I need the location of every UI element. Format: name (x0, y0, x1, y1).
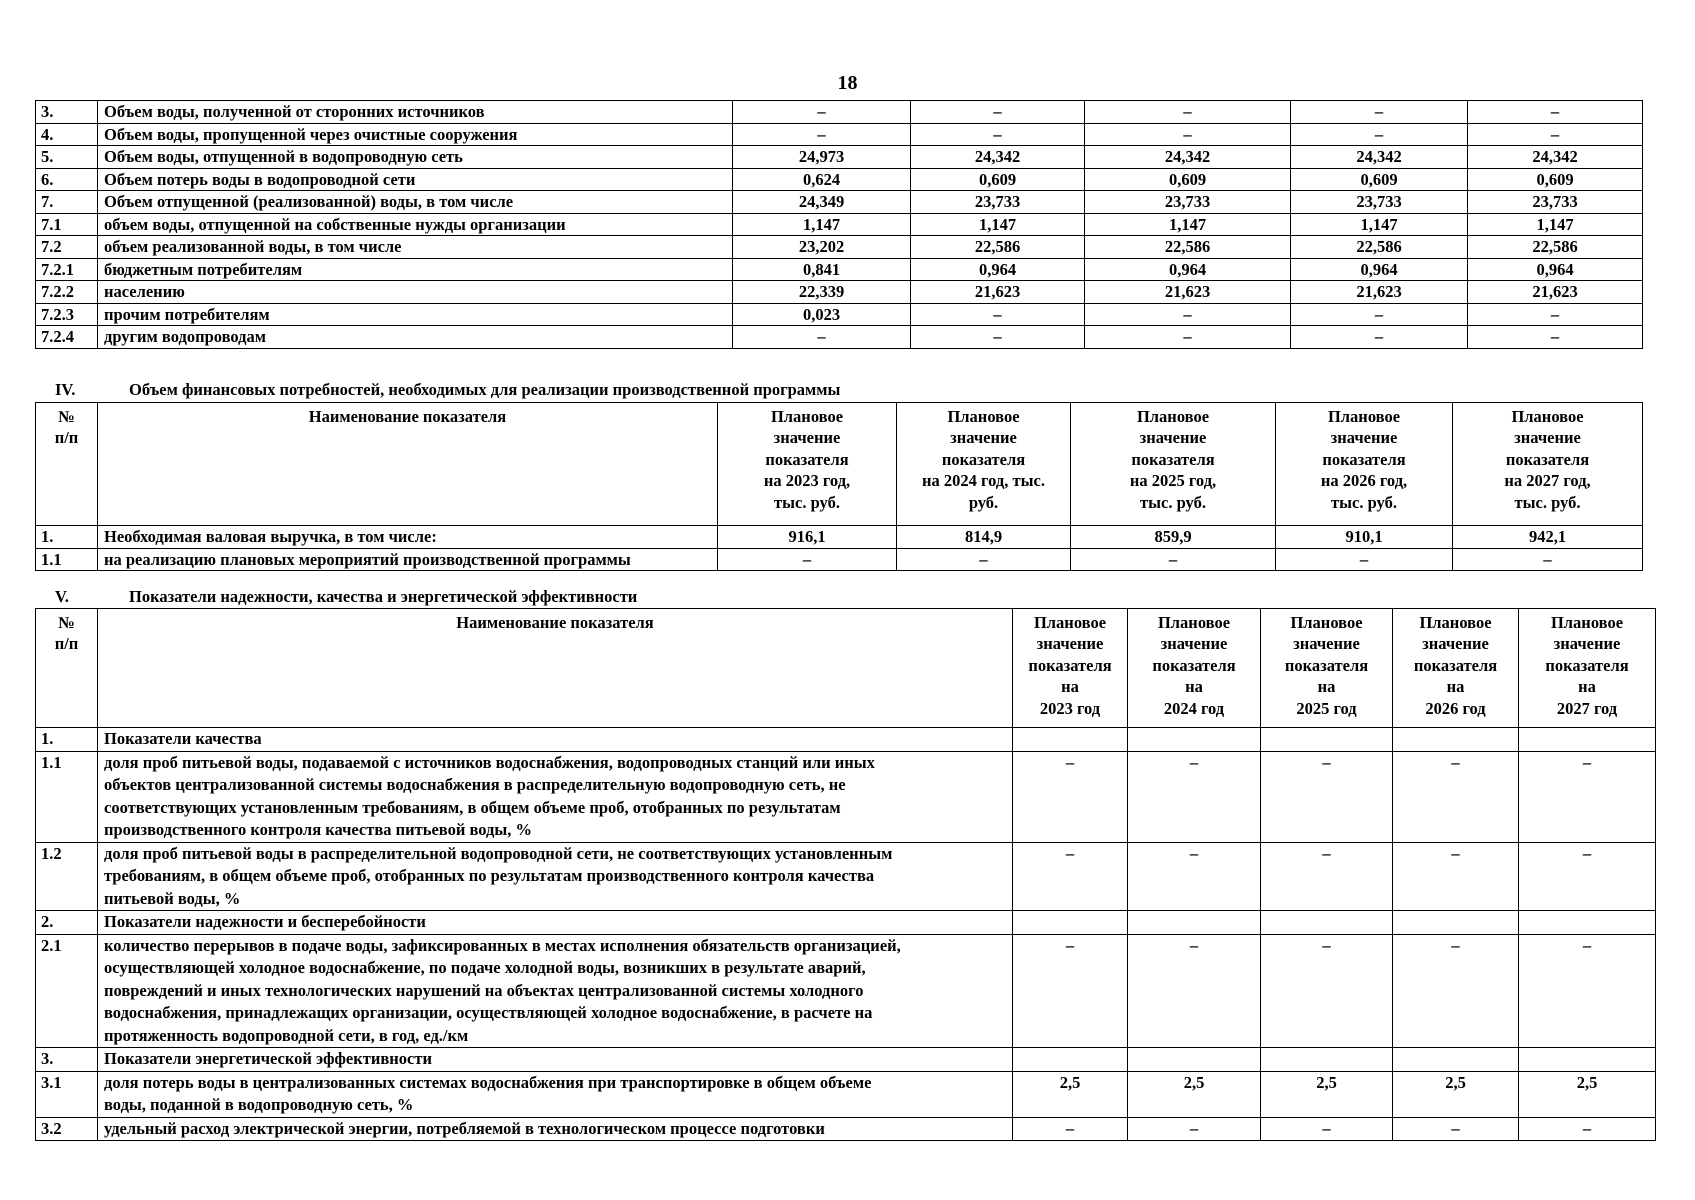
row-value: – (1276, 548, 1453, 571)
row-value: – (733, 326, 911, 349)
row-name (98, 1071, 1013, 1117)
row-value: 2,5 (1128, 1071, 1261, 1117)
row-name: объем реализованной воды, в том числе (98, 236, 733, 259)
row-number: 7.2.2 (36, 281, 98, 304)
row-value: – (1291, 101, 1468, 124)
row-value: 22,586 (1291, 236, 1468, 259)
row-number: 1.2 (36, 842, 98, 911)
row-value: – (1013, 1117, 1128, 1141)
row-value (1393, 728, 1519, 752)
row-value: 916,1 (718, 526, 897, 549)
header-col: Плановое значение показателя на 2023 год, тыс. руб. (718, 403, 897, 526)
table-row (36, 842, 1656, 911)
row-value: – (911, 101, 1085, 124)
row-number: 7.2 (36, 236, 98, 259)
row-name-line: требованиям, в общем объеме проб, отобранных по результатам производственного контроля качества (104, 866, 875, 885)
table-row (36, 751, 1656, 842)
table-row (36, 548, 1643, 571)
row-name-line: производственного контроля качества питьевой воды, % (104, 820, 533, 839)
row-name (98, 1048, 1013, 1072)
header-col: Плановое значение показателя на 2024 год (1128, 609, 1261, 728)
row-name: населению (98, 281, 733, 304)
row-value: – (1128, 934, 1261, 1048)
table-row (36, 1048, 1656, 1072)
row-value: 0,609 (911, 168, 1085, 191)
row-number: 5. (36, 146, 98, 169)
row-value: 23,733 (1468, 191, 1643, 214)
reliability-indicators-table (35, 608, 1656, 1141)
row-value: 24,973 (733, 146, 911, 169)
row-name-line: доля потерь воды в централизованных системах водоснабжения при транспортировке в общем объеме (104, 1072, 872, 1092)
row-value: 23,733 (911, 191, 1085, 214)
row-value: 0,964 (1291, 258, 1468, 281)
row-value: – (1261, 1117, 1393, 1141)
table-row (36, 213, 1643, 236)
header-num: № п/п (36, 609, 98, 728)
row-value: – (1013, 934, 1128, 1048)
row-value: – (1128, 842, 1261, 911)
row-value: 22,586 (1085, 236, 1291, 259)
row-number: 1. (36, 728, 98, 752)
row-value: – (1291, 303, 1468, 326)
row-value: – (1468, 123, 1643, 146)
row-name-line: доля проб питьевой воды в распределительной водопроводной сети, не соответствующих установленным (104, 843, 893, 863)
row-value: – (1085, 101, 1291, 124)
row-number: 7. (36, 191, 98, 214)
table-row (36, 1117, 1656, 1141)
row-value: 0,964 (1085, 258, 1291, 281)
row-name: объем воды, отпущенной на собственные нужды организации (98, 213, 733, 236)
row-name: Объем воды, пропущенной через очистные сооружения (98, 123, 733, 146)
header-name: Наименование показателя (98, 609, 1013, 728)
row-value: – (1393, 751, 1519, 842)
row-name: Объем воды, полученной от сторонних источников (98, 101, 733, 124)
row-value (1519, 911, 1656, 935)
row-number: 1. (36, 526, 98, 549)
row-name-line: осуществляющей холодное водоснабжение, по подаче холодной воды, возникших в результате аварий, (104, 958, 866, 977)
row-value (1393, 1048, 1519, 1072)
row-value: 910,1 (1276, 526, 1453, 549)
header-col: Плановое значение показателя на 2026 год (1393, 609, 1519, 728)
water-volume-table (35, 100, 1643, 349)
row-value: 0,624 (733, 168, 911, 191)
row-value (1393, 911, 1519, 935)
row-value: 1,147 (911, 213, 1085, 236)
row-value: 1,147 (733, 213, 911, 236)
row-value: 859,9 (1071, 526, 1276, 549)
header-col: Плановое значение показателя на 2027 год (1519, 609, 1656, 728)
row-number: 1.1 (36, 751, 98, 842)
section-5-title (55, 587, 637, 607)
row-value: – (1261, 934, 1393, 1048)
row-value (1013, 1048, 1128, 1072)
row-value: – (1468, 326, 1643, 349)
row-value: 2,5 (1013, 1071, 1128, 1117)
row-value: 1,147 (1085, 213, 1291, 236)
table-row (36, 168, 1643, 191)
row-value: – (1393, 842, 1519, 911)
row-value: 24,342 (911, 146, 1085, 169)
financial-needs-table (35, 402, 1643, 571)
row-value (1013, 911, 1128, 935)
row-value: – (1085, 123, 1291, 146)
row-value: – (1453, 548, 1643, 571)
row-value: – (1393, 1117, 1519, 1141)
row-name: прочим потребителям (98, 303, 733, 326)
header-num: № п/п (36, 403, 98, 526)
row-value: – (1085, 303, 1291, 326)
row-value: 0,023 (733, 303, 911, 326)
table-row (36, 303, 1643, 326)
row-number: 7.2.1 (36, 258, 98, 281)
header-col: Плановое значение показателя на 2024 год, тыс. руб. (897, 403, 1071, 526)
row-name-line: воды, поданной в водопроводную сеть, % (104, 1095, 414, 1114)
row-value: 0,609 (1085, 168, 1291, 191)
table-row (36, 526, 1643, 549)
row-name (98, 728, 1013, 752)
table-row (36, 281, 1643, 304)
row-name: другим водопроводам (98, 326, 733, 349)
row-name-line: Показатели энергетической эффективности (104, 1049, 432, 1068)
row-value: – (897, 548, 1071, 571)
row-value (1261, 728, 1393, 752)
table-row (36, 326, 1643, 349)
row-value: 1,147 (1468, 213, 1643, 236)
table-row (36, 191, 1643, 214)
row-value: – (911, 123, 1085, 146)
row-value: – (1519, 842, 1656, 911)
row-number: 3. (36, 1048, 98, 1072)
table-row (36, 911, 1656, 935)
row-value: 21,623 (1291, 281, 1468, 304)
row-value: – (733, 123, 911, 146)
row-value: – (1468, 303, 1643, 326)
row-name-line: водоснабжения, принадлежащих организации, осуществляющей холодное водоснабжение, в расчете на (104, 1003, 873, 1022)
table-row (36, 1071, 1656, 1117)
row-number: 7.2.4 (36, 326, 98, 349)
row-name-line: количество перерывов в подаче воды, зафиксированных в местах исполнения обязательств организацией, (104, 935, 901, 955)
header-col: Плановое значение показателя на 2023 год (1013, 609, 1128, 728)
row-number: 1.1 (36, 548, 98, 571)
header-col: Плановое значение показателя на 2025 год, тыс. руб. (1071, 403, 1276, 526)
row-name-line: Показатели качества (104, 729, 262, 748)
row-name: Объем воды, отпущенной в водопроводную сеть (98, 146, 733, 169)
row-name-line: Показатели надежности и бесперебойности (104, 912, 426, 931)
row-value: 23,733 (1085, 191, 1291, 214)
table-row (36, 146, 1643, 169)
row-name-line: доля проб питьевой воды, подаваемой с источников водоснабжения, водопроводных станций или иных (104, 752, 875, 772)
row-value: – (1519, 934, 1656, 1048)
row-value: 24,342 (1085, 146, 1291, 169)
row-value (1128, 911, 1261, 935)
row-value: 2,5 (1519, 1071, 1656, 1117)
row-value: – (1291, 123, 1468, 146)
row-number: 6. (36, 168, 98, 191)
row-value (1128, 728, 1261, 752)
table-row (36, 934, 1656, 1048)
row-name (98, 751, 1013, 842)
row-number: 7.1 (36, 213, 98, 236)
row-name-line: соответствующих установленным требованиям, в общем объеме проб, отобранных по результатам (104, 797, 841, 817)
row-value: 2,5 (1393, 1071, 1519, 1117)
row-value: 0,609 (1291, 168, 1468, 191)
row-number: 3.1 (36, 1071, 98, 1117)
row-value: – (718, 548, 897, 571)
row-value (1261, 911, 1393, 935)
table-row (36, 236, 1643, 259)
row-name-line: объектов централизованной системы водоснабжения в распределительную водопроводную сеть, не (104, 775, 846, 794)
row-value: – (1071, 548, 1276, 571)
section-4-numeral: IV. (55, 380, 76, 399)
page-number: 18 (837, 72, 858, 94)
row-value: 0,964 (911, 258, 1085, 281)
row-value: 24,342 (1468, 146, 1643, 169)
row-value: 1,147 (1291, 213, 1468, 236)
row-number: 3.2 (36, 1117, 98, 1141)
header-col: Плановое значение показателя на 2025 год (1261, 609, 1393, 728)
row-value: – (1291, 326, 1468, 349)
row-value: 0,841 (733, 258, 911, 281)
row-value: – (1013, 751, 1128, 842)
row-number: 7.2.3 (36, 303, 98, 326)
table-row (36, 728, 1656, 752)
row-name-line: удельный расход электрической энергии, потребляемой в технологическом процессе подготовки (104, 1118, 825, 1138)
row-value: 22,586 (1468, 236, 1643, 259)
section-5-numeral: V. (55, 587, 69, 606)
row-number: 4. (36, 123, 98, 146)
section-4-title (55, 380, 840, 400)
row-value: 942,1 (1453, 526, 1643, 549)
row-value: – (1519, 1117, 1656, 1141)
row-value: 21,623 (1468, 281, 1643, 304)
header-col: Плановое значение показателя на 2027 год, тыс. руб. (1453, 403, 1643, 526)
row-value: – (1468, 101, 1643, 124)
section-5-heading: Показатели надежности, качества и энергетической эффективности (129, 587, 638, 606)
table-row (36, 123, 1643, 146)
row-value: 2,5 (1261, 1071, 1393, 1117)
row-value: 23,202 (733, 236, 911, 259)
row-value: – (1393, 934, 1519, 1048)
row-value: – (1128, 751, 1261, 842)
header-name: Наименование показателя (98, 403, 718, 526)
row-value: – (733, 101, 911, 124)
section-4-heading: Объем финансовых потребностей, необходимых для реализации производственной программы (129, 380, 841, 399)
row-value: – (1013, 842, 1128, 911)
row-number: 2. (36, 911, 98, 935)
row-value: – (911, 303, 1085, 326)
row-value (1013, 728, 1128, 752)
row-name-line: питьевой воды, % (104, 888, 241, 908)
row-name: Объем потерь воды в водопроводной сети (98, 168, 733, 191)
row-value: 22,586 (911, 236, 1085, 259)
row-value (1261, 1048, 1393, 1072)
row-value: – (1519, 751, 1656, 842)
table-row (36, 101, 1643, 124)
reliability-header-row (36, 609, 1656, 728)
row-number: 3. (36, 101, 98, 124)
row-value: 24,342 (1291, 146, 1468, 169)
row-value (1519, 1048, 1656, 1072)
row-name: Необходимая валовая выручка, в том числе: (98, 526, 718, 549)
table-row (36, 258, 1643, 281)
row-value: 21,623 (1085, 281, 1291, 304)
row-value (1128, 1048, 1261, 1072)
header-col: Плановое значение показателя на 2026 год, тыс. руб. (1276, 403, 1453, 526)
row-name-line: повреждений и иных технологических нарушений на объектах централизованной системы холодного (104, 980, 864, 1000)
row-name (98, 1117, 1013, 1141)
row-value: 23,733 (1291, 191, 1468, 214)
row-value: 814,9 (897, 526, 1071, 549)
row-value: – (1261, 842, 1393, 911)
row-value: – (1128, 1117, 1261, 1141)
row-value: 0,964 (1468, 258, 1643, 281)
row-value: 21,623 (911, 281, 1085, 304)
row-name (98, 934, 1013, 1048)
row-name (98, 842, 1013, 911)
row-value: 22,339 (733, 281, 911, 304)
row-name: на реализацию плановых мероприятий производственной программы (98, 548, 718, 571)
row-name (98, 911, 1013, 935)
row-number: 2.1 (36, 934, 98, 1048)
row-name: бюджетным потребителям (98, 258, 733, 281)
row-value: – (1261, 751, 1393, 842)
row-value (1519, 728, 1656, 752)
row-name-line: протяженность водопроводной сети, в год, ед./км (104, 1025, 469, 1045)
row-name: Объем отпущенной (реализованной) воды, в том числе (98, 191, 733, 214)
row-value: – (911, 326, 1085, 349)
row-value: 24,349 (733, 191, 911, 214)
row-value: 0,609 (1468, 168, 1643, 191)
financial-header-row (36, 403, 1643, 526)
row-value: – (1085, 326, 1291, 349)
